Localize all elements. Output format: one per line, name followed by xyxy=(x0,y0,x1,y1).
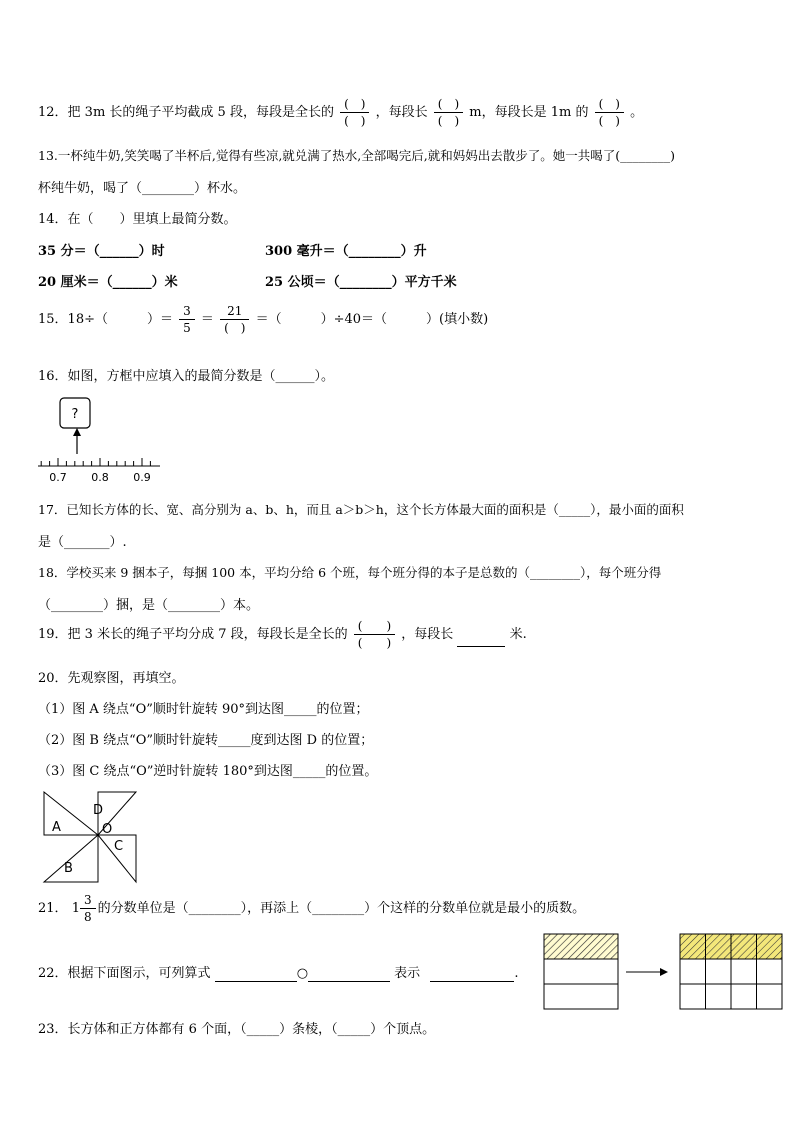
q22-grid-cell xyxy=(731,959,757,984)
q15-fraction-1: $\frac{3}{5}$ xyxy=(179,303,195,336)
q20-label-b: B xyxy=(64,861,73,876)
q14-row2-left: 20 厘米＝（______）米 xyxy=(38,275,178,290)
q22-grid-cell xyxy=(680,934,706,959)
question-22 xyxy=(38,962,518,982)
question-13-line-1: 13.一杯纯牛奶,笑笑喝了半杯后,觉得有些凉,就兑满了热水,全部喝完后,就和妈妈出去散步了。她一共喝了(________) xyxy=(38,148,676,163)
q20-sub-3: （3）图 C 绕点“O”逆时针旋转 180°到达图_____的位置。 xyxy=(38,764,378,779)
question-23: 23．长方体和正方体都有 6 个面，（_____）条棱，（_____）个顶点。 xyxy=(38,1022,436,1037)
q20-label-d: D xyxy=(93,803,104,818)
q16-question-box-label: ? xyxy=(71,407,79,422)
q22-left-rectangle xyxy=(544,934,618,1009)
question-18-line-2: （________）捆，是（________）本。 xyxy=(38,598,260,613)
question-21 xyxy=(38,892,585,925)
q15-fraction-2: $\frac{21}{( )}$ xyxy=(220,303,249,336)
q15-text-b: ＝（ ）÷40＝（ ）(填小数) xyxy=(255,312,489,327)
q20-label-o: O xyxy=(102,822,113,837)
q16-ticks xyxy=(41,458,150,466)
q19-fraction: $\frac{( )}{( )}$ xyxy=(354,618,395,651)
q22-blank-3 xyxy=(430,966,514,982)
q20-sub-2: （2）图 B 绕点“O”顺时针旋转_____度到达图 D 的位置； xyxy=(38,733,374,748)
q22-arrow-icon xyxy=(626,968,668,976)
q22-grid-cell xyxy=(680,959,706,984)
q20-pinwheel-figure xyxy=(40,790,140,886)
q16-tick-label-0.7: 0.7 xyxy=(49,471,67,484)
q12-text-a: 12．把 3m 长的绳子平均截成 5 段，每段是全长的 xyxy=(38,105,334,120)
question-20-title: 20．先观察图，再填空。 xyxy=(38,671,185,686)
q16-tick-label-0.9: 0.9 xyxy=(133,471,151,484)
q19-text-a: 19．把 3 米长的绳子平均分成 7 段，每段长是全长的 xyxy=(38,627,348,642)
question-18-line-1: 18．学校买来 9 捆本子，每捆 100 本，平均分给 6 个班，每个班分得的本子是总数的（________），每个班分得 xyxy=(38,565,662,580)
question-14-title: 14．在（ ）里填上最简分数。 xyxy=(38,212,237,227)
q15-text-a: 15．18÷（ ）＝ xyxy=(38,312,173,327)
q16-tick-label-0.8: 0.8 xyxy=(91,471,109,484)
q14-row2-right: 25 公顷＝（________）平方千米 xyxy=(265,275,457,290)
q12-text-b: ，每段长 xyxy=(375,105,428,120)
q22-grid-cell xyxy=(757,984,783,1009)
q21-fraction: $\frac{3}{8}$ xyxy=(80,892,96,925)
question-13-line-2: 杯纯牛奶，喝了（________）杯水。 xyxy=(38,181,247,196)
q19-text-c: 米. xyxy=(509,627,527,642)
q22-blank-1 xyxy=(215,966,297,982)
q20-label-a: A xyxy=(52,820,61,835)
question-12 xyxy=(38,96,643,129)
q22-fraction-diagram xyxy=(540,930,786,1012)
q22-grid-cell xyxy=(757,934,783,959)
q22-grid-cell xyxy=(731,934,757,959)
q15-equals: ＝ xyxy=(200,312,214,327)
q22-grid-cell xyxy=(706,934,732,959)
q19-answer-blank xyxy=(457,624,505,647)
question-19 xyxy=(38,618,527,651)
q22-right-rectangle xyxy=(680,934,782,1009)
question-16: 16．如图，方框中应填入的最简分数是（______）。 xyxy=(38,369,335,384)
q22-text-b: 表示 xyxy=(394,966,421,981)
q16-number-line-figure xyxy=(36,394,166,486)
q22-text-a: 22．根据下面图示，可列算式 xyxy=(38,966,211,981)
q22-text-c: . xyxy=(514,966,519,981)
q21-whole: 1 xyxy=(71,901,80,916)
q22-blank-2 xyxy=(308,966,390,982)
q22-grid-cell xyxy=(757,959,783,984)
q12-fraction-3: $\frac{( )}{( )}$ xyxy=(595,96,624,129)
question-17-line-2: 是（_______）. xyxy=(38,535,127,550)
q12-fraction-1: $\frac{( )}{( )}$ xyxy=(340,96,369,129)
q12-fraction-2: $\frac{( )}{( )}$ xyxy=(434,96,463,129)
q20-sub-1: （1）图 A 绕点“O”顺时针旋转 90°到达图_____的位置； xyxy=(38,702,369,717)
q14-row1-right: 300 毫升＝（________）升 xyxy=(265,244,427,259)
question-17-line-1: 17．已知长方体的长、宽、高分别为 a、b、h，而且 a＞b＞h，这个长方体最大面的面积是（_____），最小面的面积 xyxy=(38,502,684,517)
q22-grid-cell xyxy=(706,984,732,1009)
q12-text-d: 。 xyxy=(630,105,644,120)
q22-grid-cell xyxy=(706,959,732,984)
q21-number: 21． xyxy=(38,901,68,916)
q20-label-c: C xyxy=(114,839,124,854)
q14-row1-left: 35 分＝（______）时 xyxy=(38,244,165,259)
q22-grid-cell xyxy=(731,984,757,1009)
question-15 xyxy=(38,303,488,336)
q22-grid-cell xyxy=(680,984,706,1009)
q16-arrow-head xyxy=(73,428,81,436)
q21-text: 的分数单位是（________），再添上（________）个这样的分数单位就是最小的质数。 xyxy=(97,901,586,916)
q19-text-b: ，每段长 xyxy=(401,627,454,642)
q12-text-c: m，每段长是 1m 的 xyxy=(469,105,589,120)
q22-operator: ○ xyxy=(296,966,309,981)
